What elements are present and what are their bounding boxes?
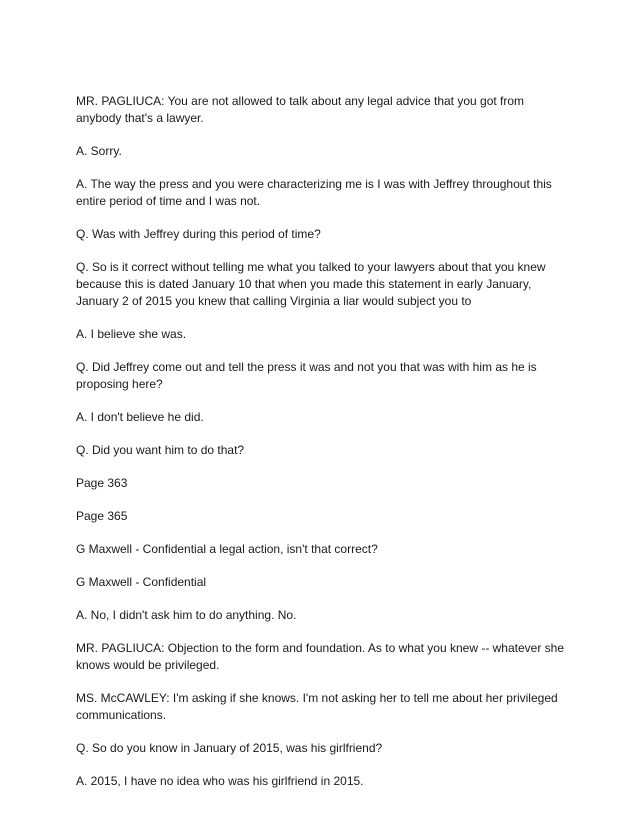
transcript-paragraph: MS. McCAWLEY: I'm asking if she knows. I'm not asking her to tell me about her privileged communications. (76, 691, 558, 722)
transcript-paragraph: A. The way the press and you were characterizing me is I was with Jeffrey throughout this entire period of time and I was not. (76, 177, 552, 208)
transcript-paragraph: Q. Was with Jeffrey during this period of time? (76, 227, 321, 241)
transcript-paragraph: Q. Did Jeffrey come out and tell the press it was and not you that was with him as he is proposing here? (76, 360, 537, 391)
transcript-paragraph: MR. PAGLIUCA: Objection to the form and foundation. As to what you knew -- whatever she knows would be privileged. (76, 641, 565, 672)
page-number-label: Page 363 (76, 476, 128, 490)
transcript-paragraph: A. Sorry. (76, 144, 122, 158)
confidential-header: G Maxwell - Confidential (76, 575, 207, 589)
transcript-paragraph: Q. So do you know in January of 2015, was his girlfriend? (76, 741, 383, 755)
transcript-paragraph: Q. So is it correct without telling me what you talked to your lawyers about that you knew because this is dated January 10 that when you made this statement in early January, January 2 of 2015 you knew that calling Virginia a liar would subject you to (76, 260, 546, 308)
transcript-page (76, 93, 571, 806)
transcript-paragraph: A. I don't believe he did. (76, 410, 204, 424)
transcript-paragraph: A. No, I didn't ask him to do anything. No. (76, 608, 297, 622)
transcript-paragraph: A. 2015, I have no idea who was his girlfriend in 2015. (76, 774, 364, 788)
transcript-paragraph: Q. Did you want him to do that? (76, 443, 245, 457)
transcript-paragraph: MR. PAGLIUCA: You are not allowed to talk about any legal advice that you got from anybody that's a lawyer. (76, 94, 525, 125)
transcript-paragraph: A. I believe she was. (76, 327, 187, 341)
confidential-header: G Maxwell - Confidential a legal action, isn't that correct? (76, 542, 378, 556)
page-number-label: Page 365 (76, 509, 128, 523)
